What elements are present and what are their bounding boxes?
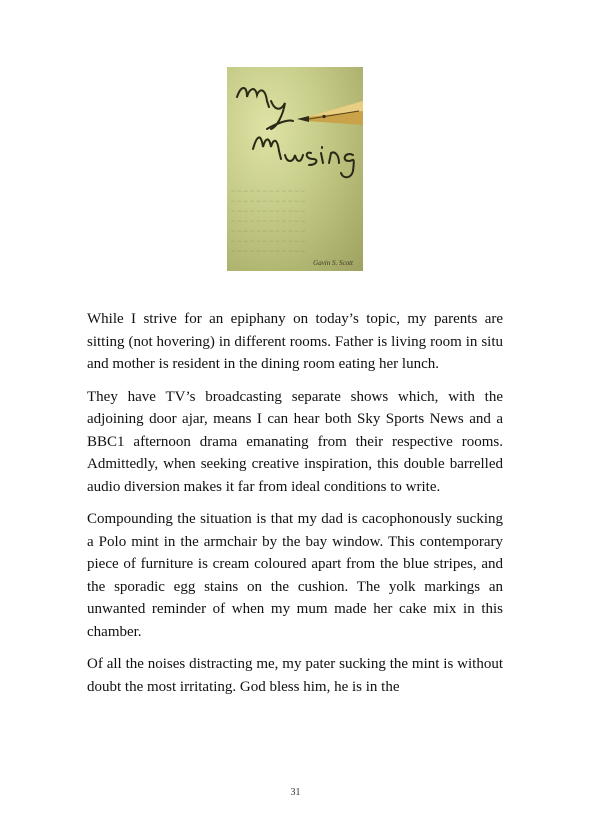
fountain-pen-icon [297,101,363,125]
body-text [87,308,503,708]
cover-artwork [227,67,363,271]
paragraph-2: They have TV’s broadcasting separate shows which, with the adjoining door ajar, means I can hear both Sky Sports News and a BBC1 afternoon drama emanating from their respective rooms. Admittedly, when seeking creative inspiration, this double barrelled audio diversion makes it far from ideal conditions to write. [87,388,503,495]
book-cover-image [227,67,363,271]
paragraph-3: Compounding the situation is that my dad is cacophonously sucking a Polo mint in the armchair by the bay window. This contemporary piece of furniture is cream coloured apart from the blue stripes, and the sporadic egg stains on the cushion. The yolk markings an unwanted reminder of when my mum made her cake mix in this chamber. [87,511,503,640]
paragraph-1: While I strive for an epiphany on today’s topic, my parents are sitting (not hovering) in different rooms. Father is living room in situ and mother is resident in the dining room eating her lunch. [87,311,503,372]
cover-background-texture: ~ ~ ~ ~ ~ ~ ~ ~ ~ ~ ~ ~ ~ ~ ~ ~ ~ ~ ~ ~ ~ ~ ~ ~ ~ ~ ~ ~ ~ ~ ~ ~ ~ ~ ~ ~ ~ ~ ~ ~ ~ ~ ~ ~ ~ ~ ~ ~ ~ ~ ~ ~ ~ ~ ~ ~ ~ ~ ~ ~ ~ ~ ~ ~ ~ ~ ~ ~ ~ ~ ~ ~ ~ ~ ~ ~ ~ ~ ~ ~ ~ ~ ~ ~ [231,187,305,256]
paragraph-4: Of all the noises distracting me, my pater sucking the mint is without doubt the most irritating. God bless him, he is in the [87,656,503,695]
cover-signature: Gavin S. Scott [313,259,353,267]
page-number: 31 [290,787,301,798]
